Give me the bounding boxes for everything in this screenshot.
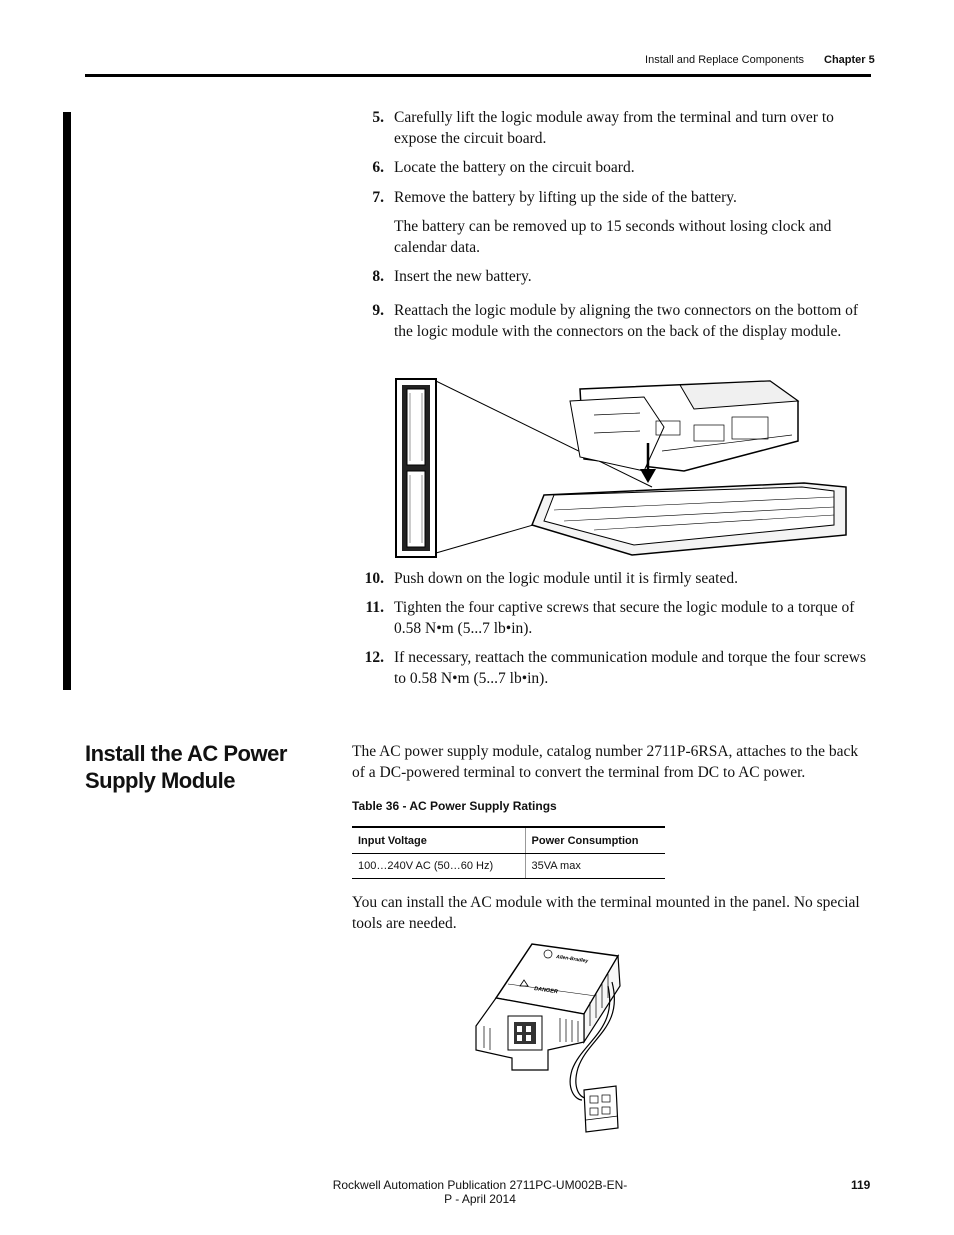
- install-note: You can install the AC module with the terminal mounted in the panel. No special tools are needed.: [352, 894, 860, 932]
- section-heading: Install the AC Power Supply Module: [85, 741, 287, 793]
- step-text: Push down on the logic module until it is firmly seated.: [394, 570, 738, 587]
- step-text: Tighten the four captive screws that secure the logic module to a torque of 0.58 N•m (5...7 lb•in).: [394, 599, 855, 637]
- step-text: Remove the battery by lifting up the side of the battery.: [394, 189, 737, 206]
- table-row: [352, 854, 665, 879]
- step-number: 7.: [372, 189, 384, 206]
- running-header-chapter: Chapter 5: [824, 54, 875, 66]
- step-number: 12.: [364, 649, 384, 666]
- table-cell: 100…240V AC (50…60 Hz): [352, 854, 525, 879]
- revision-change-bar: [63, 112, 71, 690]
- ac-power-supply-ratings-table: [352, 826, 665, 879]
- footer-publication: Rockwell Automation Publication 2711PC-UM002B-EN-P - April 2014: [332, 1178, 628, 1206]
- step-text: Insert the new battery.: [394, 268, 532, 285]
- step-7-note: The battery can be removed up to 15 seconds without losing clock and calendar data.: [394, 218, 832, 256]
- ac-power-supply-module-figure: [468, 938, 628, 1136]
- logic-module-connector-figure: [394, 375, 850, 561]
- step-number: 10.: [364, 570, 384, 587]
- header-rule: [85, 74, 871, 77]
- step-text: Reattach the logic module by aligning the two connectors on the bottom of the logic module with the connectors on the back of the display module.: [394, 302, 859, 340]
- running-header-section: Install and Replace Components: [645, 54, 804, 66]
- step-text: If necessary, reattach the communication module and torque the four screws to 0.58 N•m (5...7 lb•in).: [394, 649, 866, 687]
- step-number: 9.: [372, 302, 384, 319]
- step-number: 5.: [372, 109, 384, 126]
- step-text: Carefully lift the logic module away from the terminal and turn over to expose the circuit board.: [394, 109, 834, 147]
- brand-label: Allen-Bradley: [555, 954, 589, 965]
- step-number: 6.: [372, 159, 384, 176]
- step-number: 11.: [365, 599, 384, 616]
- table-cell: 35VA max: [525, 854, 665, 879]
- column-header-power-consumption: Power Consumption: [525, 827, 665, 854]
- section-intro: The AC power supply module, catalog number 2711P-6RSA, attaches to the back of a DC-powered terminal to convert the terminal from DC to AC power.: [352, 743, 859, 781]
- table-header-row: [352, 827, 665, 854]
- page-number: 119: [851, 1178, 871, 1192]
- step-text: Locate the battery on the circuit board.: [394, 159, 635, 176]
- column-header-input-voltage: Input Voltage: [352, 827, 525, 854]
- step-number: 8.: [372, 268, 384, 285]
- table-caption: Table 36 - AC Power Supply Ratings: [352, 799, 557, 813]
- danger-label: DANGER: [533, 986, 559, 996]
